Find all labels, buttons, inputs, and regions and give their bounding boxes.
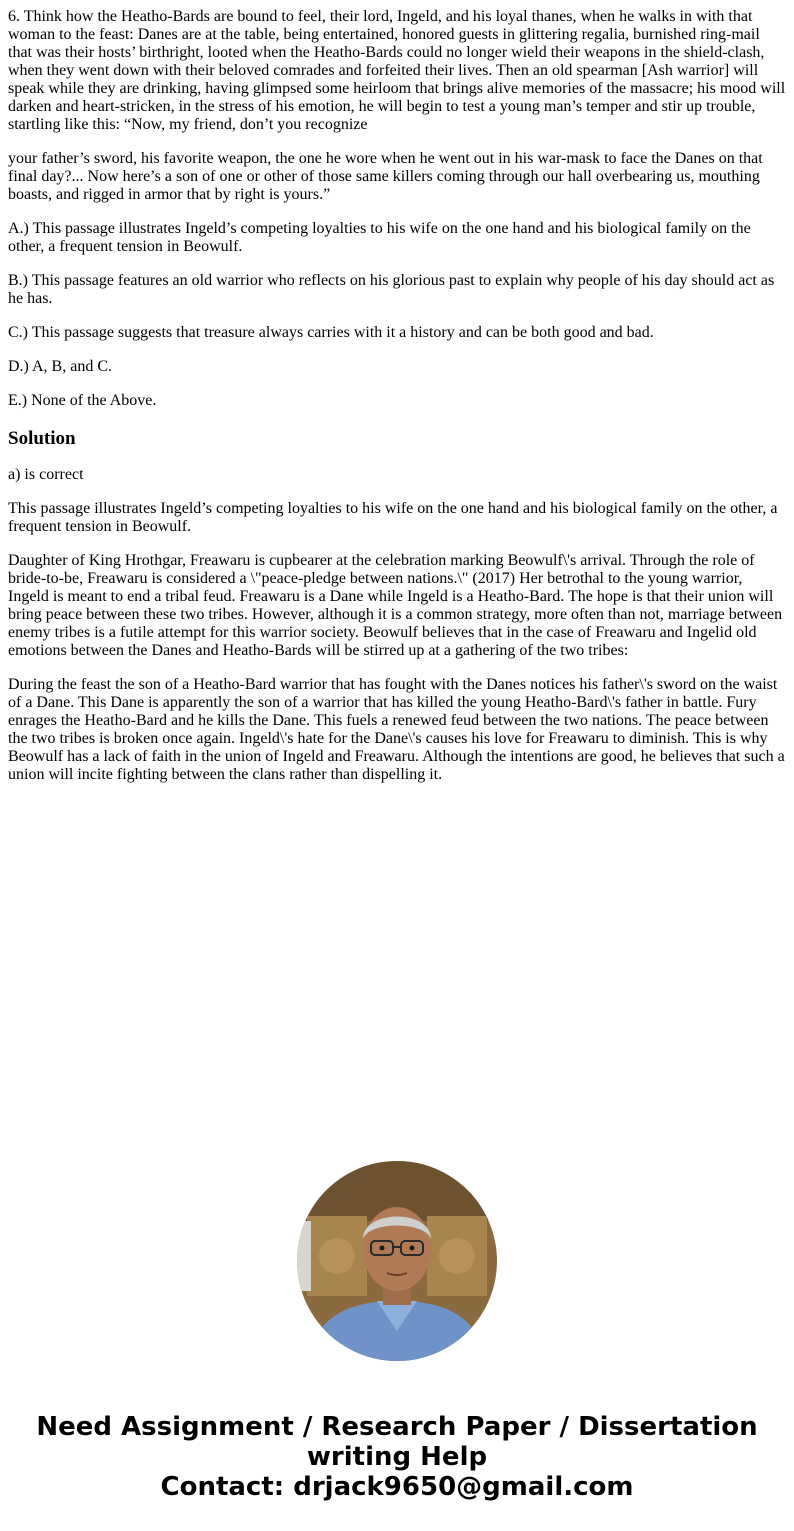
promo-line: Need Assignment / Research Paper / Dissertation (36, 1412, 758, 1442)
option-e: E.) None of the Above. (8, 392, 157, 409)
promo-contact: Contact: drjack9650@gmail.com (160, 1472, 634, 1502)
option-a: A.) This passage illustrates Ingeld’s competing loyalties to his wife on the one hand and his biological family on the other, a frequent tension in Beowulf. (8, 220, 751, 255)
solution-answer: a) is correct (8, 466, 84, 483)
promo-line: writing Help (306, 1442, 488, 1472)
option-c: C.) This passage suggests that treasure always carries with it a history and can be both good and bad. (8, 324, 654, 341)
tutor-avatar (297, 1161, 497, 1361)
option-d: D.) A, B, and C. (8, 358, 112, 375)
option-b: B.) This passage features an old warrior who reflects on his glorious past to explain why people of his day should act as he has. (8, 272, 775, 307)
solution-paragraph: This passage illustrates Ingeld’s competing loyalties to his wife on the one hand and his biological family on the other, a frequent tension in Beowulf. (8, 500, 778, 535)
solution-paragraph: Daughter of King Hrothgar, Freawaru is cupbearer at the celebration marking Beowulf\'s arrival. Through the role of bride-to-be, Freawaru is considered a \"peace-pledge between nations.\" (2017) Her betrothal to the young warrior, Ingeld is meant to end a tribal feud. Freawaru is a Dane while Ingeld is a Heatho-Bard. The hope is that their union will bring peace between these two tribes. However, although it is a common strategy, more often than not, marriage between enemy tribes is a futile attempt for this warrior society. Beowulf believes that in the case of Freawaru and Ingelid old emotions between the Danes and Heatho-Bards will be stirred up at a gathering of the two tribes: (8, 552, 783, 659)
question-passage-part1: 6. Think how the Heatho-Bards are bound to feel, their lord, Ingeld, and his loyal thanes, when he walks in with that woman to the feast: Danes are at the table, being entertained, honored guests in glittering regalia, burnished ring-mail that was their hosts’ birthright, looted when the Heatho-Bards could no longer wield their weapons in the shield-clash, when they went down with their beloved comrades and forfeited their lives. Then an old spearman [Ash warrior] will speak while they are drinking, having glimpsed some heirloom that brings alive memories of the massacre; his mood will darken and heart-stricken, in the stress of his emotion, he will begin to test a young man’s temper and stir up trouble, startling like this: “Now, my friend, don’t you recognize (8, 8, 786, 133)
document-body (0, 8, 794, 784)
solution-heading: Solution (8, 428, 76, 449)
question-passage-part2: your father’s sword, his favorite weapon, the one he wore when he went out in his war-mask to face the Danes on that final day?... Now here’s a son of one or other of those same killers coming through our hall overbearing us, mouthing boasts, and rigged in armor that by right is yours.” (8, 150, 763, 203)
promo-banner (0, 1412, 794, 1502)
solution-paragraph: During the feast the son of a Heatho-Bard warrior that has fought with the Danes notices his father\'s sword on the waist of a Dane. This Dane is apparently the son of a warrior that has killed the young Heatho-Bard\'s father in battle. Fury enrages the Heatho-Bard and he kills the Dane. This fuels a renewed feud between the two nations. The peace between the two tribes is broken once again. Ingeld\'s hate for the Dane\'s causes his love for Freawaru to diminish. This is why Beowulf has a lack of faith in the union of Ingeld and Freawaru. Although the intentions are good, he believes that such a union will incite fighting between the clans rather than dispelling it. (8, 676, 785, 783)
